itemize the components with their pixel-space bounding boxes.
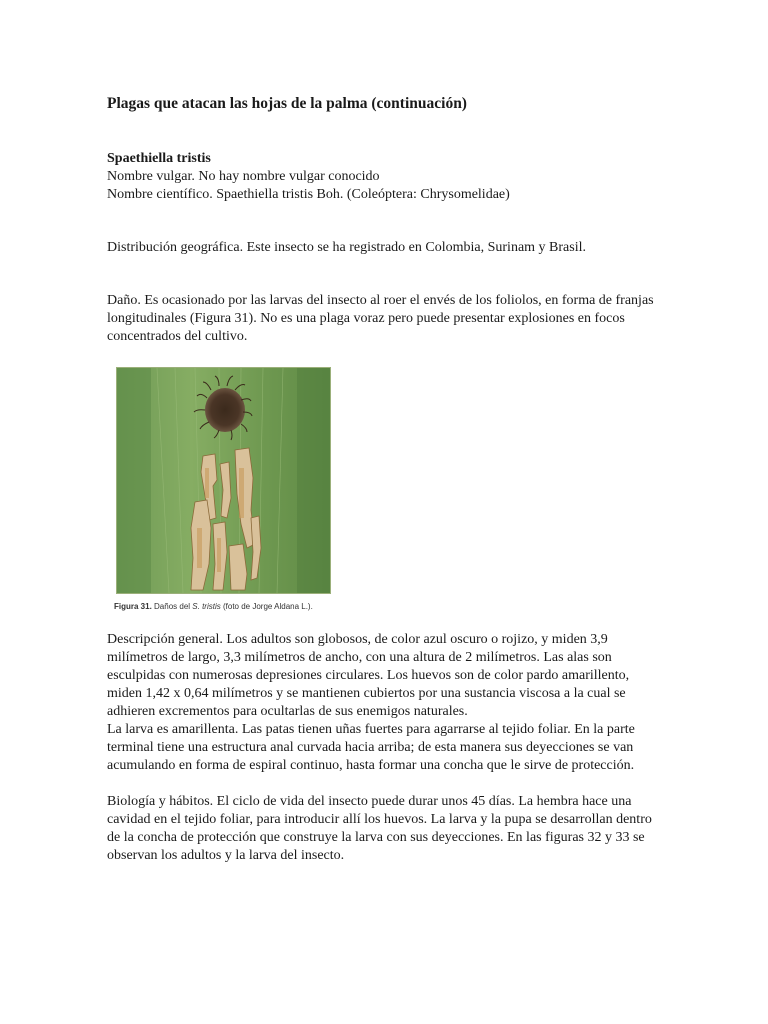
common-name-line: Nombre vulgar. No hay nombre vulgar conocido xyxy=(107,169,380,184)
document-page xyxy=(107,94,667,865)
figure-label: Figura 31. xyxy=(114,602,152,611)
description-section xyxy=(107,631,667,775)
distribution-paragraph: Distribución geográfica. Este insecto se ha registrado en Colombia, Surinam y Brasil. xyxy=(107,240,586,255)
page-title: Plagas que atacan las hojas de la palma (continuación) xyxy=(107,95,467,112)
figure-caption xyxy=(114,602,329,611)
caption-credit: (foto de Jorge Aldana L.). xyxy=(222,602,313,611)
larva-paragraph: La larva es amarillenta. Las patas tienen uñas fuertes para agarrarse al tejido foliar. En la parte terminal tiene una estructura anal curvada hacia arriba; de esta manera sus deyecciones se van acumulando en forma de espiral continuo, hasta formar una concha que le sirve de protección. xyxy=(107,722,635,773)
species-name: Spaethiella tristis xyxy=(107,151,211,166)
figure-31 xyxy=(116,367,329,611)
species-header xyxy=(107,150,667,204)
leaf-damage-photo xyxy=(116,367,331,594)
description-paragraph: Descripción general. Los adultos son globosos, de color azul oscuro o rojizo, y miden 3,9 milímetros de largo, 3,3 milímetros de ancho, con una altura de 2 milímetros. Las alas son esculpidas con numerosas depresiones circulares. Los huevos son de color pardo amarillento, miden 1,42 x 0,64 milímetros y se mantienen cubiertos por una sustancia viscosa a la cual se adhieren excrementos para ocultarlas de sus enemigos naturales. xyxy=(107,632,630,719)
caption-text-pre: Daños del xyxy=(154,602,191,611)
damage-paragraph: Daño. Es ocasionado por las larvas del insecto al roer el envés de los foliolos, en forma de franjas longitudinales (Figura 31). No es una plaga voraz pero puede presentar explosiones en focos concentrados del cultivo. xyxy=(107,293,654,344)
scientific-name-line: Nombre científico. Spaethiella tristis Boh. (Coleóptera: Chrysomelidae) xyxy=(107,187,510,202)
caption-species: S. tristis xyxy=(192,602,221,611)
biology-paragraph: Biología y hábitos. El ciclo de vida del insecto puede durar unos 45 días. La hembra hace una cavidad en el tejido foliar, para introducir allí los huevos. La larva y la pupa se desarrollan dentro de la concha de protección que construye la larva con sus deyecciones. En las figuras 32 y 33 se observan los adultos y la larva del insecto. xyxy=(107,794,652,863)
